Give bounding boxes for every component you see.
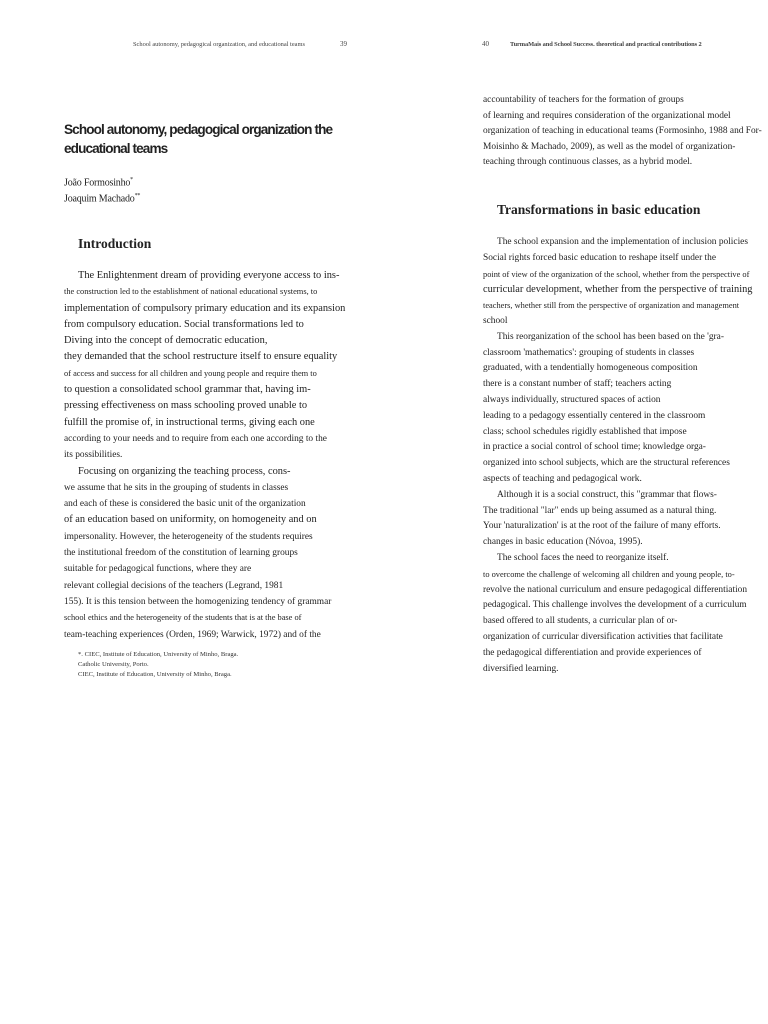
text-line: Focusing on organizing the teaching process, cons- xyxy=(78,465,291,477)
text-line: of learning and requires consideration of the organizational model xyxy=(483,110,731,121)
author-name-text: Joaquim Machado xyxy=(64,193,135,205)
left-body-text xyxy=(64,268,354,643)
text-line: Moisinho & Machado, 2009), as well as the model of organization- xyxy=(483,141,736,152)
text-line: 155). It is this tension between the homogenizing tendency of grammar xyxy=(64,596,332,607)
author-name xyxy=(64,193,140,204)
text-line: of access and success for all children and young people and require them to xyxy=(64,368,317,378)
section-heading-introduction: Introduction xyxy=(78,236,152,251)
left-page-number: 39 xyxy=(340,40,347,48)
text-line: school xyxy=(483,315,508,326)
right-top-text xyxy=(483,93,765,171)
text-line: point of view of the organization of the school, whether from the perspective of xyxy=(483,269,750,279)
text-line: and each of these is considered the basic unit of the organization xyxy=(64,499,306,510)
right-page-number: 40 xyxy=(482,40,489,48)
left-running-header: School autonomy, pedagogical organization, and educational teams xyxy=(133,41,305,48)
text-line: aspects of teaching and pedagogical work. xyxy=(483,473,642,484)
text-line: accountability of teachers for the formation of groups xyxy=(483,95,684,105)
author-name xyxy=(64,177,133,188)
text-line: there is a constant number of staff; teachers acting xyxy=(483,379,672,390)
text-line: its possibilities. xyxy=(64,450,123,461)
text-line: impersonality. However, the heterogeneity of the students requires xyxy=(64,531,313,542)
text-line: suitable for pedagogical functions, where they are xyxy=(64,564,252,575)
text-line: The school expansion and the implementation of inclusion policies xyxy=(497,237,748,247)
text-line: This reorganization of the school has been based on the 'gra- xyxy=(497,331,724,342)
text-line: of an education based on uniformity, on homogeneity and on xyxy=(64,514,317,526)
text-line: pressing effectiveness on mass schooling proved unable to xyxy=(64,400,308,412)
text-line: fulfill the promise of, in instructional terms, giving each one xyxy=(64,416,315,428)
text-line: always individually, structured spaces of action xyxy=(483,394,661,405)
text-line: The Enlightenment dream of providing everyone access to ins- xyxy=(78,270,340,281)
right-running-header: TurmaMais and School Success. theoretical and practical contributions 2 xyxy=(510,41,702,48)
author-footnote-mark: * xyxy=(130,177,133,183)
right-body-text xyxy=(483,235,767,677)
text-line: class; school schedules rigidly established that impose xyxy=(483,426,687,437)
section-heading-transformations: Transformations in basic education xyxy=(497,202,701,217)
text-line: organization of teaching in educational teams (Formosinho, 1988 and For- xyxy=(483,126,762,137)
text-line: the institutional freedom of the constitution of learning groups xyxy=(64,548,298,559)
text-line: revolve the national curriculum and ensure pedagogical differentiation xyxy=(483,584,748,595)
text-line: teachers, whether still from the perspective of organization and management xyxy=(483,301,740,311)
article-title: School autonomy, pedagogical organization the educational teams xyxy=(64,122,333,156)
text-line: the construction led to the establishment of national educational systems, to xyxy=(64,287,318,297)
author-footnote-mark: ** xyxy=(134,193,141,199)
text-line: teaching through continuous classes, as a hybrid model. xyxy=(483,157,693,168)
right-page xyxy=(384,0,768,1024)
text-line: organization of curricular diversification activities that facilitate xyxy=(483,631,723,642)
footnote: CIEC, Institute of Education, University of Minho, Braga. xyxy=(78,671,232,678)
text-line: in practice a social control of school time; knowledge orga- xyxy=(483,442,706,453)
text-line: they demanded that the school restructure itself to ensure equality xyxy=(64,351,338,363)
text-line: classroom 'mathematics': grouping of students in classes xyxy=(483,347,695,358)
text-line: Although it is a social construct, this "grammar that flows- xyxy=(497,489,717,500)
text-line: implementation of compulsory primary education and its expansion xyxy=(64,302,346,314)
text-line: Social rights forced basic education to reshape itself under the xyxy=(483,252,716,263)
text-line: The traditional "lar" ends up being assumed as a natural thing. xyxy=(483,505,717,516)
text-line: we assume that he sits in the grouping of students in classes xyxy=(64,482,289,493)
text-line: graduated, with a tendentially homogeneous composition xyxy=(483,363,698,374)
author-name-text: João Formosinho xyxy=(64,177,131,189)
text-line: to question a consolidated school grammar that, having im- xyxy=(64,384,311,396)
text-line: organized into school subjects, which are the structural references xyxy=(483,458,730,469)
text-line: curricular development, whether from the perspective of training xyxy=(483,284,753,296)
text-line: The school faces the need to reorganize itself. xyxy=(497,552,669,563)
text-line: the pedagogical differentiation and provide experiences of xyxy=(483,647,702,658)
text-line: team-teaching experiences (Orden, 1969; Warwick, 1972) and of the xyxy=(64,629,321,640)
text-line: from compulsory education. Social transformations led to xyxy=(64,318,304,330)
text-line: according to your needs and to require from each one according to the xyxy=(64,433,327,444)
text-line: changes in basic education (Nóvoa, 1995). xyxy=(483,537,643,548)
text-line: school ethics and the heterogeneity of the students that is at the base of xyxy=(64,613,302,623)
footnote: *. CIEC, Institute of Education, University of Minho, Braga. xyxy=(78,651,239,658)
text-line: pedagogical. This challenge involves the development of a curriculum xyxy=(483,600,747,611)
text-line: to overcome the challenge of welcoming all children and young people, to- xyxy=(483,569,735,579)
text-line: leading to a pedagogy essentially centered in the classroom xyxy=(483,410,706,421)
text-line: Diving into the concept of democratic education, xyxy=(64,335,268,347)
text-line: diversified learning. xyxy=(483,663,559,674)
footnotes xyxy=(78,650,238,680)
text-line: based offered to all students, a curricular plan of or- xyxy=(483,616,678,627)
text-line: Your 'naturalization' is at the root of the failure of many efforts. xyxy=(483,521,721,532)
text-line: relevant collegial decisions of the teachers (Legrand, 1981 xyxy=(64,580,284,591)
footnote: Catholic University, Porto. xyxy=(78,661,149,668)
